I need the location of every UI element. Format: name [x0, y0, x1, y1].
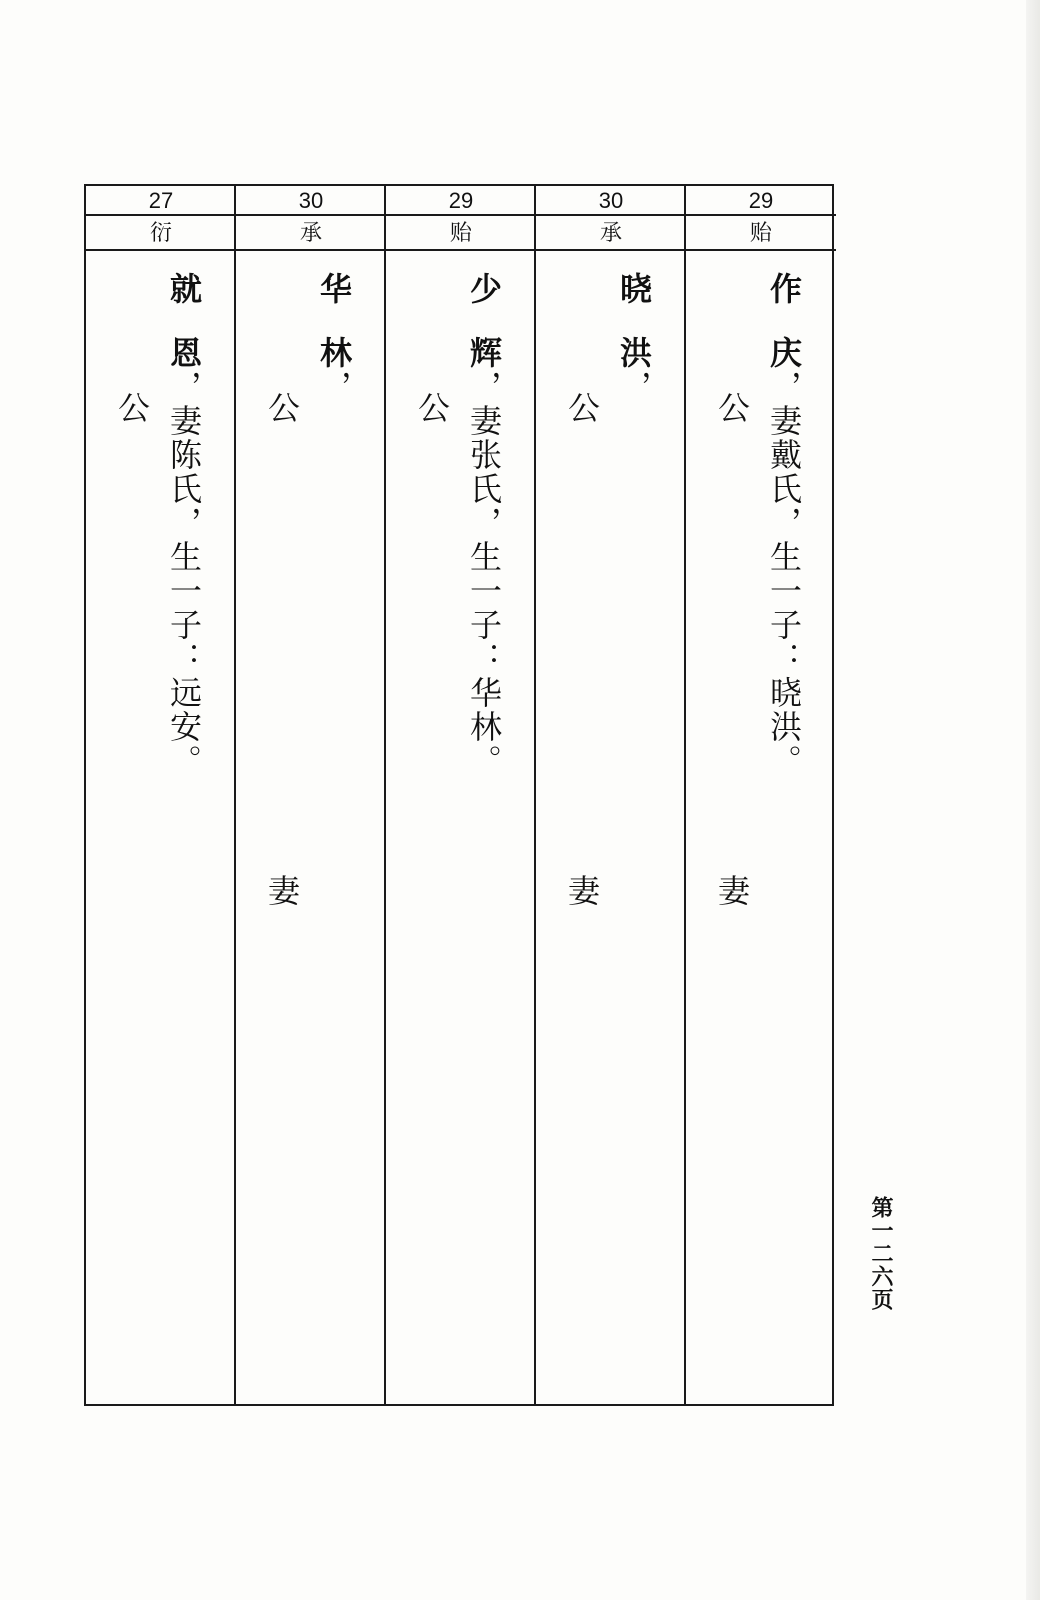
gong-label: 公: [263, 391, 301, 425]
gong-label: 公: [713, 391, 751, 425]
generation-number: 30: [236, 186, 386, 216]
wife-label: 妻: [563, 874, 601, 908]
entry-text-start: [465, 336, 503, 778]
entry-text: ，: [615, 370, 653, 404]
wife-label: 妻: [263, 874, 301, 908]
entry-text-start: [315, 336, 353, 404]
entry-text: ，妻张氏，生一子：华林。: [465, 370, 503, 778]
entry-column-hualin: [236, 186, 386, 1404]
entry-text: ，妻陈氏，生一子：远安。: [165, 370, 203, 778]
entry-text-start: [165, 336, 203, 778]
person-name-char-2: 林: [315, 336, 353, 370]
entry-column-shaohui: [386, 186, 536, 1404]
wife-label: 妻: [713, 874, 751, 908]
gong-label: 公: [563, 391, 601, 425]
person-name-char-2: 辉: [465, 336, 503, 370]
entry-text-start: [765, 336, 803, 778]
scan-edge: [1026, 0, 1040, 1600]
person-name-char-1: 少: [465, 272, 503, 306]
entry-text: ，妻戴氏，生一子：晓洪。: [765, 370, 803, 778]
generation-number: 27: [86, 186, 236, 216]
person-name-char-1: 华: [315, 272, 353, 306]
person-name-char-1: 作: [765, 272, 803, 306]
generation-character: 贻: [686, 216, 836, 251]
generation-character: 承: [536, 216, 686, 251]
person-name-char-1: 就: [165, 272, 203, 306]
person-name-char-2: 庆: [765, 336, 803, 370]
entry-column-zuoqing: [686, 186, 836, 1404]
generation-character: 衍: [86, 216, 236, 251]
person-name-char-1: 晓: [615, 272, 653, 306]
person-name-char-2: 洪: [615, 336, 653, 370]
generation-character: 贻: [386, 216, 536, 251]
entry-text-start: [615, 336, 653, 404]
person-name-char-2: 恩: [165, 336, 203, 370]
gong-label: 公: [113, 391, 151, 425]
gong-label: 公: [413, 391, 451, 425]
entry-text: ，: [315, 370, 353, 404]
page-number: 第一二六页: [868, 1196, 894, 1311]
generation-number: 29: [386, 186, 536, 216]
generation-character: 承: [236, 216, 386, 251]
genealogy-table: [84, 184, 834, 1406]
entry-column-jiuen: [86, 186, 236, 1404]
entry-column-xiaohong: [536, 186, 686, 1404]
generation-number: 30: [536, 186, 686, 216]
generation-number: 29: [686, 186, 836, 216]
